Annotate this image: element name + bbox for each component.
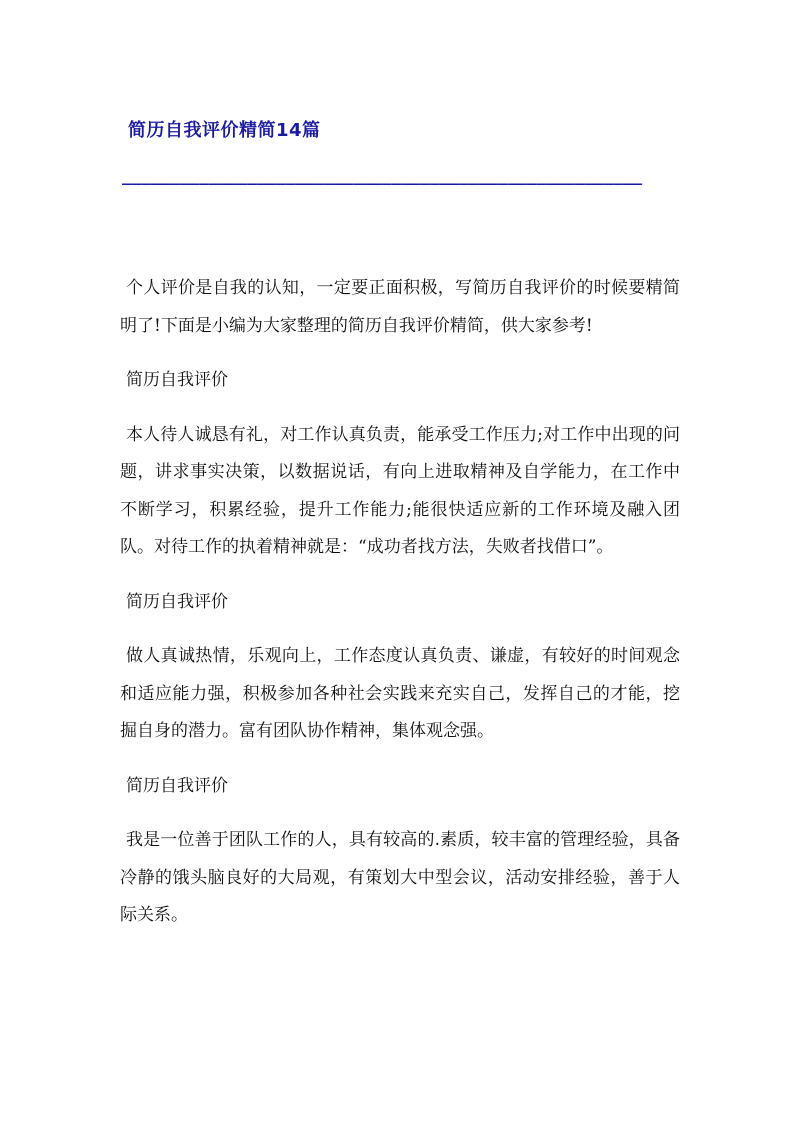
document-body <box>120 270 680 952</box>
document-title: 简历自我评价精简14篇 <box>128 120 321 141</box>
section-paragraph: 本人待人诚恳有礼，对工作认真负责，能承受工作压力;对工作中出现的问题，讲求事实决策，以数据说话，有向上进取精神及自学能力，在工作中不断学习，积累经验，提升工作能力;能很快适应新的工作环境及融入团队。对待工作的执着精神就是：“成功者找方法，失败者找借口”。 <box>120 424 680 557</box>
section-heading: 简历自我评价 <box>126 591 228 612</box>
section-paragraph: 做人真诚热情，乐观向上，工作态度认真负责、谦虚，有较好的时间观念和适应能力强，积极参加各种社会实践来充实自己，发挥自己的才能，挖掘自身的潜力。富有团队协作精神，集体观念强。 <box>120 646 680 741</box>
section-heading: 简历自我评价 <box>126 370 228 390</box>
section-heading: 简历自我评价 <box>126 775 228 796</box>
title-underline-rule: ______________________________________________________ <box>122 166 643 185</box>
intro-paragraph: 个人评价是自我的认知，一定要正面积极，写简历自我评价的时候要精简明了!下面是小编为大家整理的简历自我评价精简，供大家参考! <box>120 278 680 336</box>
section-paragraph: 我是一位善于团队工作的人，具有较高的.素质，较丰富的管理经验，具备冷静的饿头脑良好的大局观，有策划大中型会议，活动安排经验，善于人际关系。 <box>120 830 680 925</box>
